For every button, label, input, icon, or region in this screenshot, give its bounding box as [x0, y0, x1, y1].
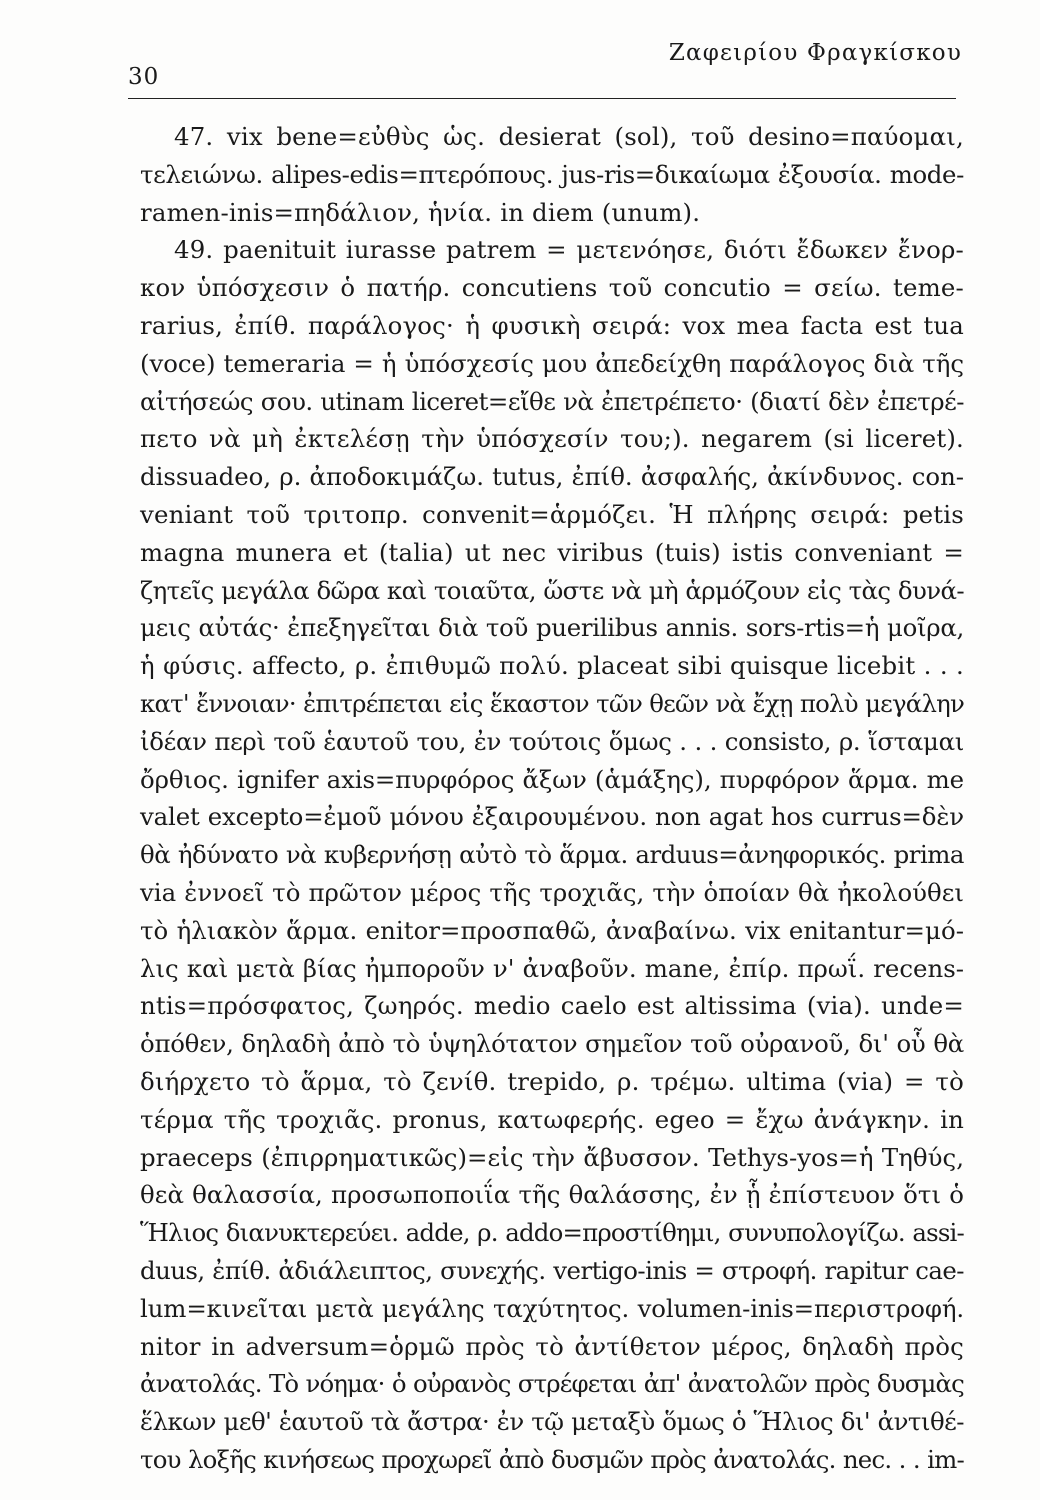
- text-line: ζητεῖς μεγάλα δῶρα καὶ τοιαῦτα, ὥστε νὰ μὴ ἁρμόζουν εἰς τὰς δυνά-: [140, 575, 964, 605]
- text-line: κον ὑπόσχεσιν ὁ πατήρ. concutiens τοῦ concutio = σείω. teme-: [140, 273, 964, 303]
- text-line: ὁπόθεν, δηλαδὴ ἀπὸ τὸ ὑψηλότατον σημεῖον τοῦ οὐρανοῦ, δι' οὗ θὰ: [140, 1029, 964, 1059]
- text-line: ἡ φύσις. affecto, ρ. ἐπιθυμῶ πολύ. placeat sibi quisque licebit . . .: [140, 651, 964, 681]
- text-line: ἀνατολάς. Τὸ νόημα· ὁ οὐρανὸς στρέφεται ἀπ' ἀνατολῶν πρὸς δυσμὰς: [140, 1369, 964, 1399]
- text-line: rarius, ἐπίθ. παράλογος· ἡ φυσικὴ σειρά: vox mea facta est tua: [140, 310, 964, 340]
- text-line: lum=κινεῖται μετὰ μεγάλης ταχύτητος. volumen-inis=περιστροφή.: [140, 1293, 964, 1323]
- text-line: λις καὶ μετὰ βίας ἠμποροῦν ν' ἀναβοῦν. mane, ἐπίρ. πρωΐ. recens-: [140, 953, 964, 983]
- text-line: τὸ ἡλιακὸν ἅρμα. enitor=προσπαθῶ, ἀναβαίνω. vix enitantur=μό-: [140, 915, 964, 945]
- text-line: διήρχετο τὸ ἅρμα, τὸ ζενίθ. trepido, ρ. τρέμω. ultima (via) = τὸ: [140, 1066, 964, 1096]
- text-line: ramen-inis=πηδάλιον, ἡνία. in diem (unum).: [140, 197, 701, 227]
- text-line: θεὰ θαλασσία, προσωποποιΐα τῆς θαλάσσης, ἐν ᾗ ἐπίστευον ὅτι ὁ: [140, 1180, 964, 1210]
- text-line: κατ' ἔννοιαν· ἐπιτρέπεται εἰς ἕκαστον τῶν θεῶν νὰ ἔχῃ πολὺ μεγάλην: [140, 688, 964, 718]
- text-line: ἰδέαν περὶ τοῦ ἑαυτοῦ του, ἐν τούτοις ὅμως . . . consisto, ρ. ἵσταμαι: [140, 726, 964, 756]
- running-head: [128, 40, 962, 98]
- text-line: ntis=πρόσφατος, ζωηρός. medio caelo est altissima (via). unde=: [140, 991, 964, 1021]
- text-line: τελειώνω. alipes-edis=πτερόπους. jus-ris=δικαίωμα ἐξουσία. mode-: [140, 159, 964, 189]
- text-line: Ἥλιος διανυκτερεύει. adde, ρ. addo=προστίθημι, συνυπολογίζω. assi-: [140, 1218, 964, 1248]
- text-line: θὰ ἠδύνατο νὰ κυβερνήσῃ αὐτὸ τὸ ἅρμα. arduus=ἀνηφορικός. prima: [140, 840, 964, 870]
- text-line: nitor in adversum=ὁρμῶ πρὸς τὸ ἀντίθετον μέρος, δηλαδὴ πρὸς: [140, 1331, 964, 1361]
- text-line: ἕλκων μεθ' ἑαυτοῦ τὰ ἄστρα· ἐν τῷ μεταξὺ ὅμως ὁ Ἥλιος δι' ἀντιθέ-: [140, 1407, 964, 1437]
- text-line: (voce) temeraria = ἡ ὑπόσχεσίς μου ἀπεδείχθη παράλογος διὰ τῆς: [140, 348, 964, 378]
- text-line: praeceps (ἐπιρρηματικῶς)=εἰς τὴν ἄβυσσον. Tethys-yos=ἡ Τηθύς,: [140, 1142, 964, 1172]
- text-line: magna munera et (talia) ut nec viribus (tuis) istis conveniant =: [140, 537, 964, 567]
- text-line: veniant τοῦ τριτοπρ. convenit=ἁρμόζει. Ἡ πλήρης σειρά: petis: [140, 499, 964, 529]
- header-rule: [128, 98, 956, 99]
- running-title: Ζαφειρίου Φραγκίσκου: [668, 40, 962, 66]
- text-line: 49. paenituit iurasse patrem = μετενόησε, διότι ἔδωκεν ἔνορ-: [174, 235, 964, 265]
- text-line: πετο νὰ μὴ ἐκτελέσῃ τὴν ὑπόσχεσίν του;). negarem (si liceret).: [140, 424, 964, 454]
- text-line: duus, ἐπίθ. ἀδιάλειπτος, συνεχής. vertigo-inis = στροφή. rapitur cae-: [140, 1255, 964, 1285]
- text-line: dissuadeo, ρ. ἀποδοκιμάζω. tutus, ἐπίθ. ἀσφαλής, ἀκίνδυνος. con-: [140, 462, 964, 492]
- text-line: μεις αὐτάς· ἐπεξηγεῖται διὰ τοῦ puerilibus annis. sors-rtis=ἡ μοῖρα,: [140, 613, 964, 643]
- text-line: τέρμα τῆς τροχιᾶς. pronus, κατωφερής. egeo = ἔχω ἀνάγκην. in: [140, 1104, 964, 1134]
- text-line: via ἐννοεῖ τὸ πρῶτον μέρος τῆς τροχιᾶς, τὴν ὁποίαν θὰ ἠκολούθει: [140, 877, 964, 907]
- page-number: 30: [128, 64, 160, 90]
- text-line: του λοξῆς κινήσεως προχωρεῖ ἀπὸ δυσμῶν πρὸς ἀνατολάς. nec. . . im-: [140, 1444, 964, 1474]
- text-line: ὄρθιος. ignifer axis=πυρφόρος ἄξων (ἁμάξης), πυρφόρον ἅρμα. me: [140, 764, 964, 794]
- text-line: αἰτήσεώς σου. utinam liceret=εἴθε νὰ ἐπετρέπετο· (διατί δὲν ἐπετρέ-: [140, 386, 964, 416]
- text-line: 47. vix bene=εὐθὺς ὡς. desierat (sol), τοῦ desino=παύομαι,: [174, 122, 964, 151]
- commentary-text: [140, 118, 964, 1479]
- text-line: valet excepto=ἐμοῦ μόνου ἐξαιρουμένου. non agat hos currus=δὲν: [140, 802, 964, 832]
